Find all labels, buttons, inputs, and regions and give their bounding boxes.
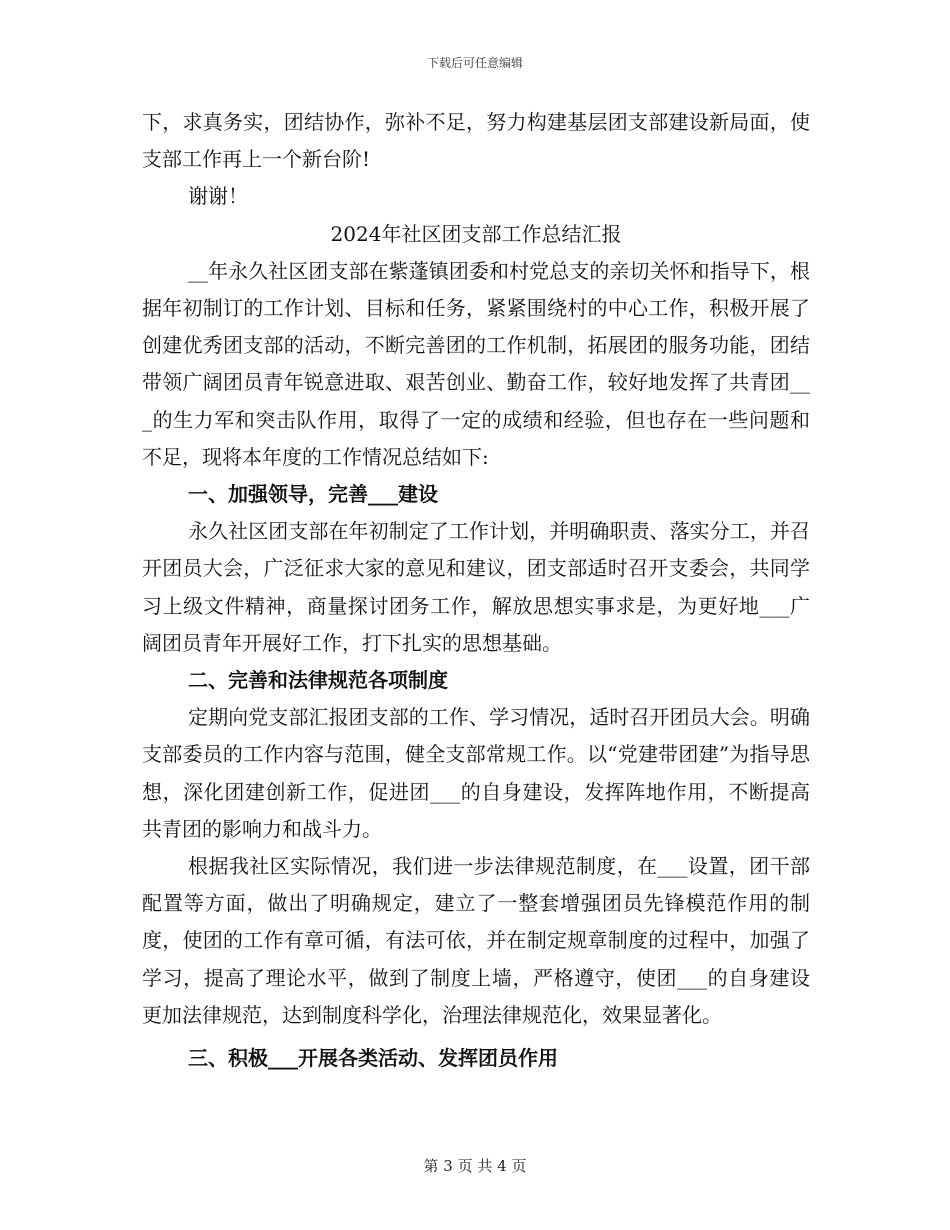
page-footer: 第 3 页 共 4 页: [423, 1157, 527, 1175]
paragraph-intro: __年永久社区团支部在紫蓬镇团委和村党总支的亲切关怀和指导下，根据年初制订的工作计划、目标和任务，紧紧围绕村的中心工作，积极开展了创建优秀团支部的活动，不断完善团的工作机制，拓展团的服务功能，团结带领广阔团员青年锐意进取、艰苦创业、勤奋工作，较好地发挥了共青团___的生力军和突击队作用，取得了一定的成绩和经验，但也存在一些问题和不足，现将本年度的工作情况总结如下:: [142, 258, 810, 469]
paragraph-section-1: 永久社区团支部在年初制定了工作计划，并明确职责、落实分工，并召开团员大会，广泛征求大家的意见和建议，团支部适时召开支委会，共同学习上级文件精神，商量探讨团务工作，解放思想实事求是，为更好地___广阔团员青年开展好工作，打下扎实的思想基础。: [142, 519, 810, 655]
section-heading-1: 一、加强领导，完善___建设: [188, 482, 438, 507]
paragraph-section-2a: 定期向党支部汇报团支部的工作、学习情况，适时召开团员大会。明确支部委员的工作内容与范围，健全支部常规工作。以“党建带团建”为指导思想，深化团建创新工作，促进团___的自身建设，发挥阵地作用，不断提高共青团的影响力和战斗力。: [142, 705, 810, 841]
document-title: 2024年社区团支部工作总结汇报: [330, 221, 622, 246]
section-heading-3: 三、积极___开展各类活动、发挥团员作用: [188, 1046, 558, 1071]
paragraph-continuation: 下，求真务实，团结协作，弥补不足，努力构建基层团支部建设新局面，使支部工作再上一个新台阶!: [142, 110, 810, 172]
paragraph-thanks: 谢谢！: [188, 184, 248, 209]
document-body: [142, 104, 810, 1077]
paragraph-section-2b: 根据我社区实际情况，我们进一步法律规范制度，在___设置，团干部配置等方面，做出了明确规定，建立了一整套增强团员先锋模范作用的制度，使团的工作有章可循，有法可依，并在制定规章制度的过程中，加强了学习，提高了理论水平，做到了制度上墙，严格遵守，使团___的自身建设更加法律规范，达到制度科学化，治理法律规范化，效果显著化。: [142, 854, 810, 1027]
section-heading-2: 二、完善和法律规范各项制度: [188, 668, 448, 693]
page-header: 下载后可任意编辑: [426, 56, 523, 70]
